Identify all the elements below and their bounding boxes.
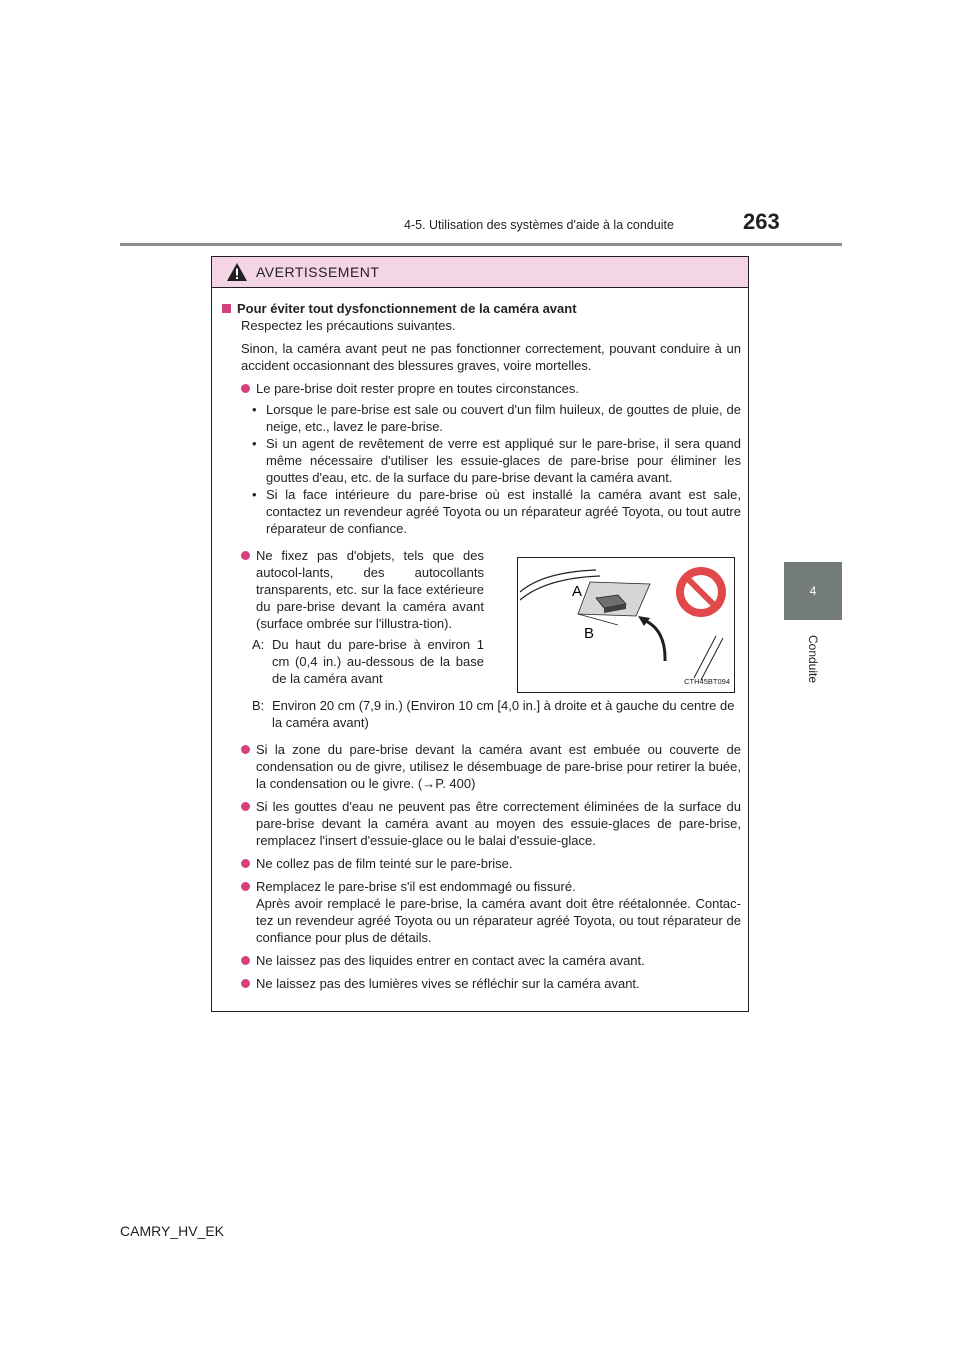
definition-list <box>252 697 741 731</box>
page-number: 263 <box>743 209 780 234</box>
section-heading <box>222 300 741 317</box>
definition-value: Du haut du pare-brise à environ 1 cm (0,4 in.) au-dessous de la base de la caméra avant <box>272 637 484 686</box>
bullet-item <box>222 975 741 992</box>
risk-text: Sinon, la caméra avant peut ne pas fonctionner correctement, pouvant conduire à un accident occasionnant des blessures graves, voire mortelles. <box>241 341 741 373</box>
warning-box <box>211 256 749 1012</box>
figure-caption: CTH45BT094 <box>684 677 730 686</box>
bullet-text <box>256 878 741 946</box>
sub-marker: • <box>252 487 257 502</box>
bullet-dot-icon <box>241 979 250 988</box>
footer-model: CAMRY_HV_EK <box>120 1223 225 1239</box>
bullet-item <box>222 380 741 397</box>
sub-list-item <box>252 401 741 435</box>
definition-key: B: <box>252 698 265 713</box>
section-heading-text: Pour éviter tout dysfonctionnement de la caméra avant <box>237 301 577 316</box>
definition-list <box>252 636 484 687</box>
bullet-dot-icon <box>241 859 250 868</box>
bullet-item <box>222 878 741 946</box>
warning-triangle-icon <box>226 262 248 282</box>
warning-body <box>212 288 748 992</box>
sub-text: Si la face intérieure du pare-brise où est installé la caméra avant est sale, contactez un revendeur agréé Toyota ou un réparateur agréé Toyota, ou tout autre réparateur de confiance. <box>266 487 741 536</box>
intro-text: Respectez les précautions suivantes. <box>241 318 456 333</box>
sub-list-item <box>252 486 741 537</box>
bullet-text: Si la zone du pare-brise devant la caméra avant est embuée ou couverte de condensation ou de givre, utilisez le désembuage de pare-brise pour retirer la buée, la condensation ou le givre. (→P. 400) <box>256 742 741 791</box>
bullet-item <box>222 798 741 849</box>
figure-text <box>222 547 484 687</box>
bullet-line: Remplacez le pare-brise s'il est endommagé ou fissuré. <box>256 879 576 894</box>
windshield-illustration <box>518 558 734 692</box>
sub-list <box>252 401 741 537</box>
bullet-text: Ne laissez pas des liquides entrer en contact avec la caméra avant. <box>256 953 645 968</box>
bullet-dot-icon <box>241 551 250 560</box>
bullet-dot-icon <box>241 384 250 393</box>
prohibition-icon <box>676 567 726 617</box>
bullet-text: Ne laissez pas des lumières vives se réfléchir sur la caméra avant. <box>256 976 640 991</box>
sub-marker: • <box>252 436 257 451</box>
warning-header <box>212 257 748 288</box>
definition-item-a <box>252 636 484 687</box>
bullet-text: Le pare-brise doit rester propre en toutes circonstances. <box>256 381 580 396</box>
bullet-dot-icon <box>241 745 250 754</box>
bullet-text: Ne fixez pas d'objets, tels que des autocol-lants, des autocollants transparents, etc. sur la face extérieure du pare-brise devant la caméra avant (surface ombrée sur l'illustra-tion). <box>256 548 484 631</box>
chapter-label-text: Conduite <box>805 634 820 684</box>
bullet-text: Si les gouttes d'eau ne peuvent pas être correctement éliminées de la surface du pare-brise devant la caméra avant au moyen des essuie-glaces de pare-brise, remplacez l'insert d'essuie-glace ou le balai d'essuie-glace. <box>256 799 741 848</box>
chapter-label <box>784 624 842 694</box>
sub-text: Lorsque le pare-brise est sale ou couvert d'un film huileux, de gouttes de pluie, de neige, etc., lavez le pare-brise. <box>266 402 741 434</box>
label-b: B <box>584 625 595 642</box>
bullet-line: Après avoir remplacé le pare-brise, la caméra avant doit être réétalonnée. Contac-tez un revendeur agréé Toyota ou un réparateur agréé Toyota, ou tout réparateur de confiance pour plus de détails. <box>256 896 741 945</box>
square-bullet-icon <box>222 304 231 313</box>
figure-block <box>222 547 741 697</box>
definition-key: A: <box>252 637 265 652</box>
chapter-tab: 4 <box>784 562 842 620</box>
running-header: 4-5. Utilisation des systèmes d'aide à la conduite <box>404 218 674 232</box>
bullet-dot-icon <box>241 882 250 891</box>
bullet-item <box>222 547 484 632</box>
header-rule <box>120 243 842 246</box>
definition-item-b <box>252 697 741 731</box>
bullet-item <box>222 855 741 872</box>
bullet-dot-icon <box>241 802 250 811</box>
sub-marker: • <box>252 402 257 417</box>
definition-value: Environ 20 cm (7,9 in.) (Environ 10 cm [4,0 in.] à droite et à gauche du centre de la caméra avant) <box>272 698 735 730</box>
bullet-item <box>222 952 741 969</box>
bullet-item <box>222 741 741 792</box>
sub-text: Si un agent de revêtement de verre est appliqué sur le pare-brise, il sera quand même nécessaire d'utiliser les essuie-glaces de pare-brise pour éliminer les gouttes d'eau, etc. de la surface du pare-brise devant la caméra avant. <box>266 436 741 485</box>
bullet-text: Ne collez pas de film teinté sur le pare-brise. <box>256 856 513 871</box>
bullet-dot-icon <box>241 956 250 965</box>
camera-illustration <box>517 557 735 693</box>
sub-list-item <box>252 435 741 486</box>
warning-title: AVERTISSEMENT <box>256 264 380 280</box>
label-a: A <box>572 583 583 600</box>
